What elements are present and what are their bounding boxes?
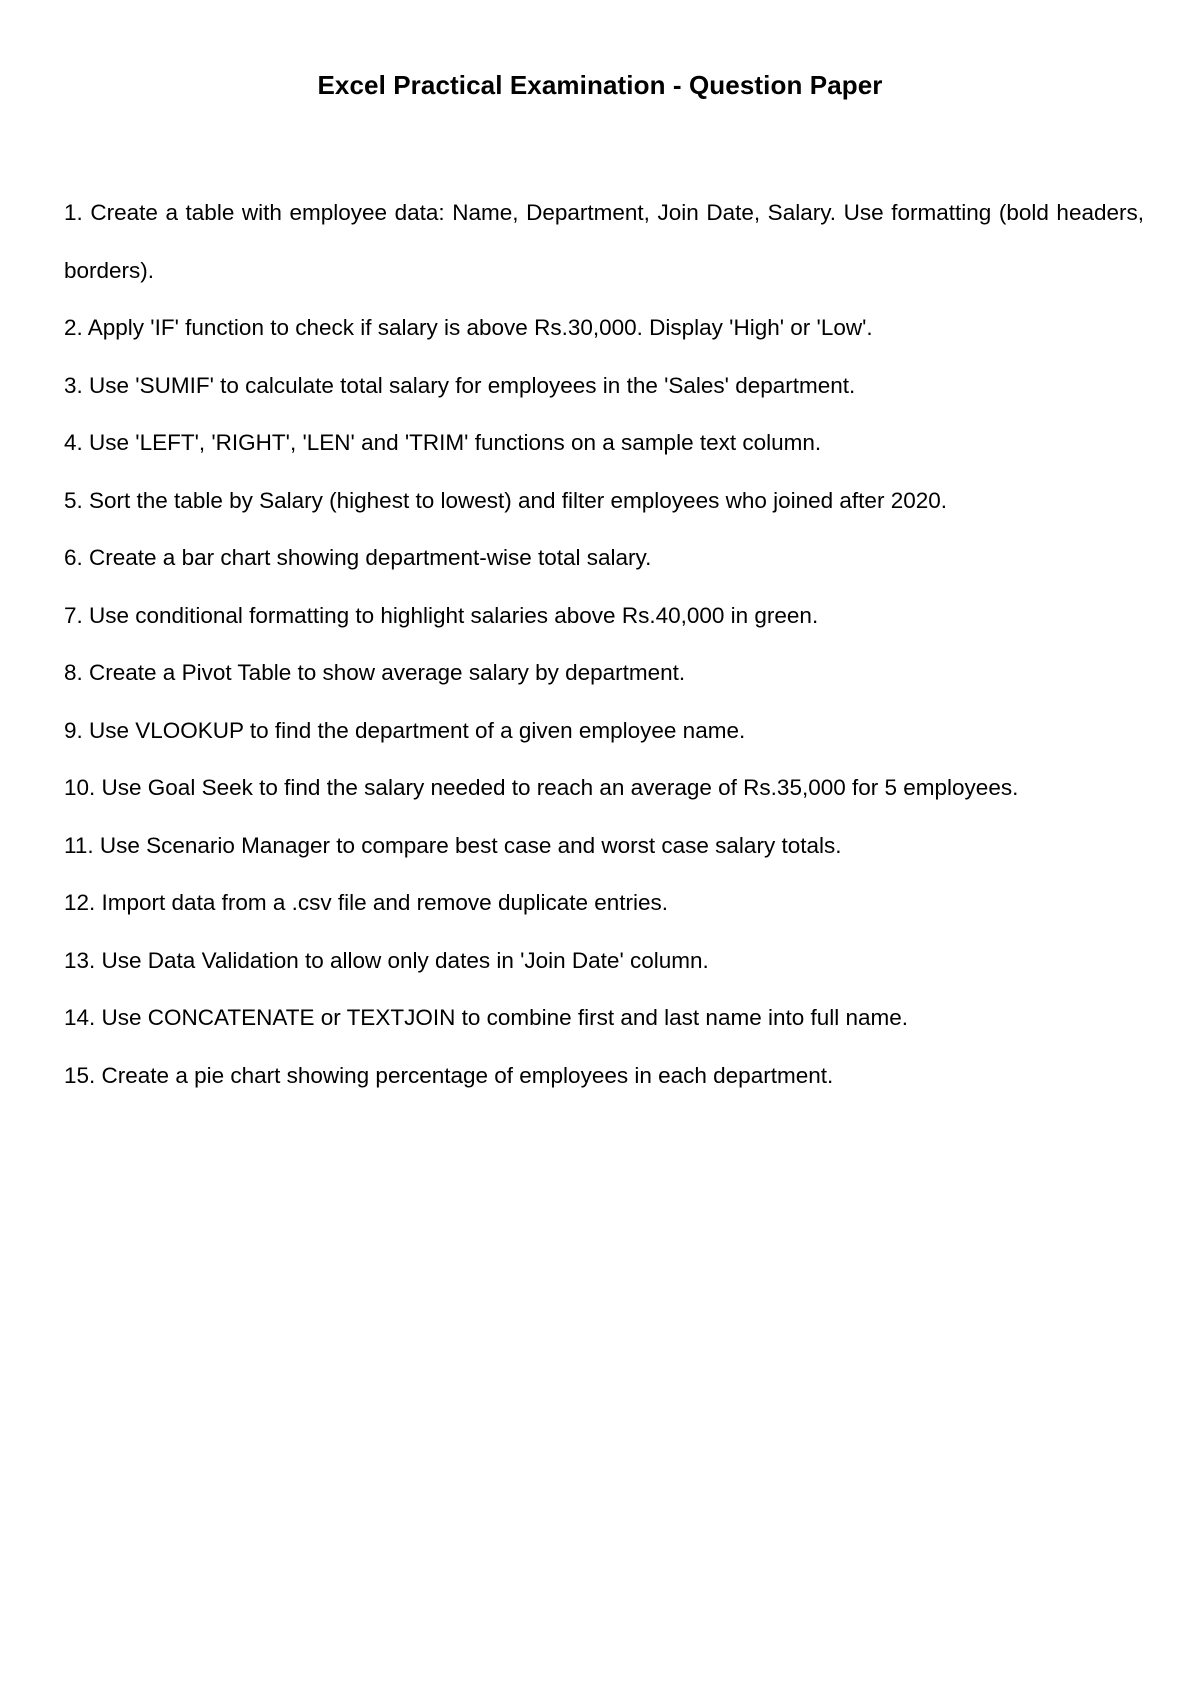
question-item: 3. Use 'SUMIF' to calculate total salary for employees in the 'Sales' department. bbox=[64, 372, 856, 398]
question-item: 14. Use CONCATENATE or TEXTJOIN to combine first and last name into full name. bbox=[64, 1005, 909, 1030]
question-item: 1. Create a table with employee data: Name, Department, Join Date, Salary. Use formatting (bold headers, borders). bbox=[64, 200, 1144, 283]
question-item: 4. Use 'LEFT', 'RIGHT', 'LEN' and 'TRIM' functions on a sample text column. bbox=[64, 430, 822, 455]
question-item: 9. Use VLOOKUP to find the department of a given employee name. bbox=[64, 717, 746, 743]
question-item: 6. Create a bar chart showing department-wise total salary. bbox=[64, 545, 652, 570]
question-item: 8. Create a Pivot Table to show average salary by department. bbox=[64, 660, 686, 685]
question-item: 7. Use conditional formatting to highlight salaries above Rs.40,000 in green. bbox=[64, 602, 819, 628]
question-item: 11. Use Scenario Manager to compare best case and worst case salary totals. bbox=[64, 832, 842, 858]
question-list bbox=[64, 184, 1144, 1104]
question-item: 2. Apply 'IF' function to check if salary is above Rs.30,000. Display 'High' or 'Low'. bbox=[64, 315, 873, 340]
page-title: Excel Practical Examination - Question Paper bbox=[317, 70, 883, 100]
question-item: 15. Create a pie chart showing percentage of employees in each department. bbox=[64, 1062, 834, 1088]
question-item: 12. Import data from a .csv file and remove duplicate entries. bbox=[64, 890, 669, 915]
question-item: 5. Sort the table by Salary (highest to lowest) and filter employees who joined after 2020. bbox=[64, 487, 947, 513]
question-item: 10. Use Goal Seek to find the salary needed to reach an average of Rs.35,000 for 5 employees. bbox=[64, 775, 1019, 800]
question-item: 13. Use Data Validation to allow only dates in 'Join Date' column. bbox=[64, 947, 709, 973]
